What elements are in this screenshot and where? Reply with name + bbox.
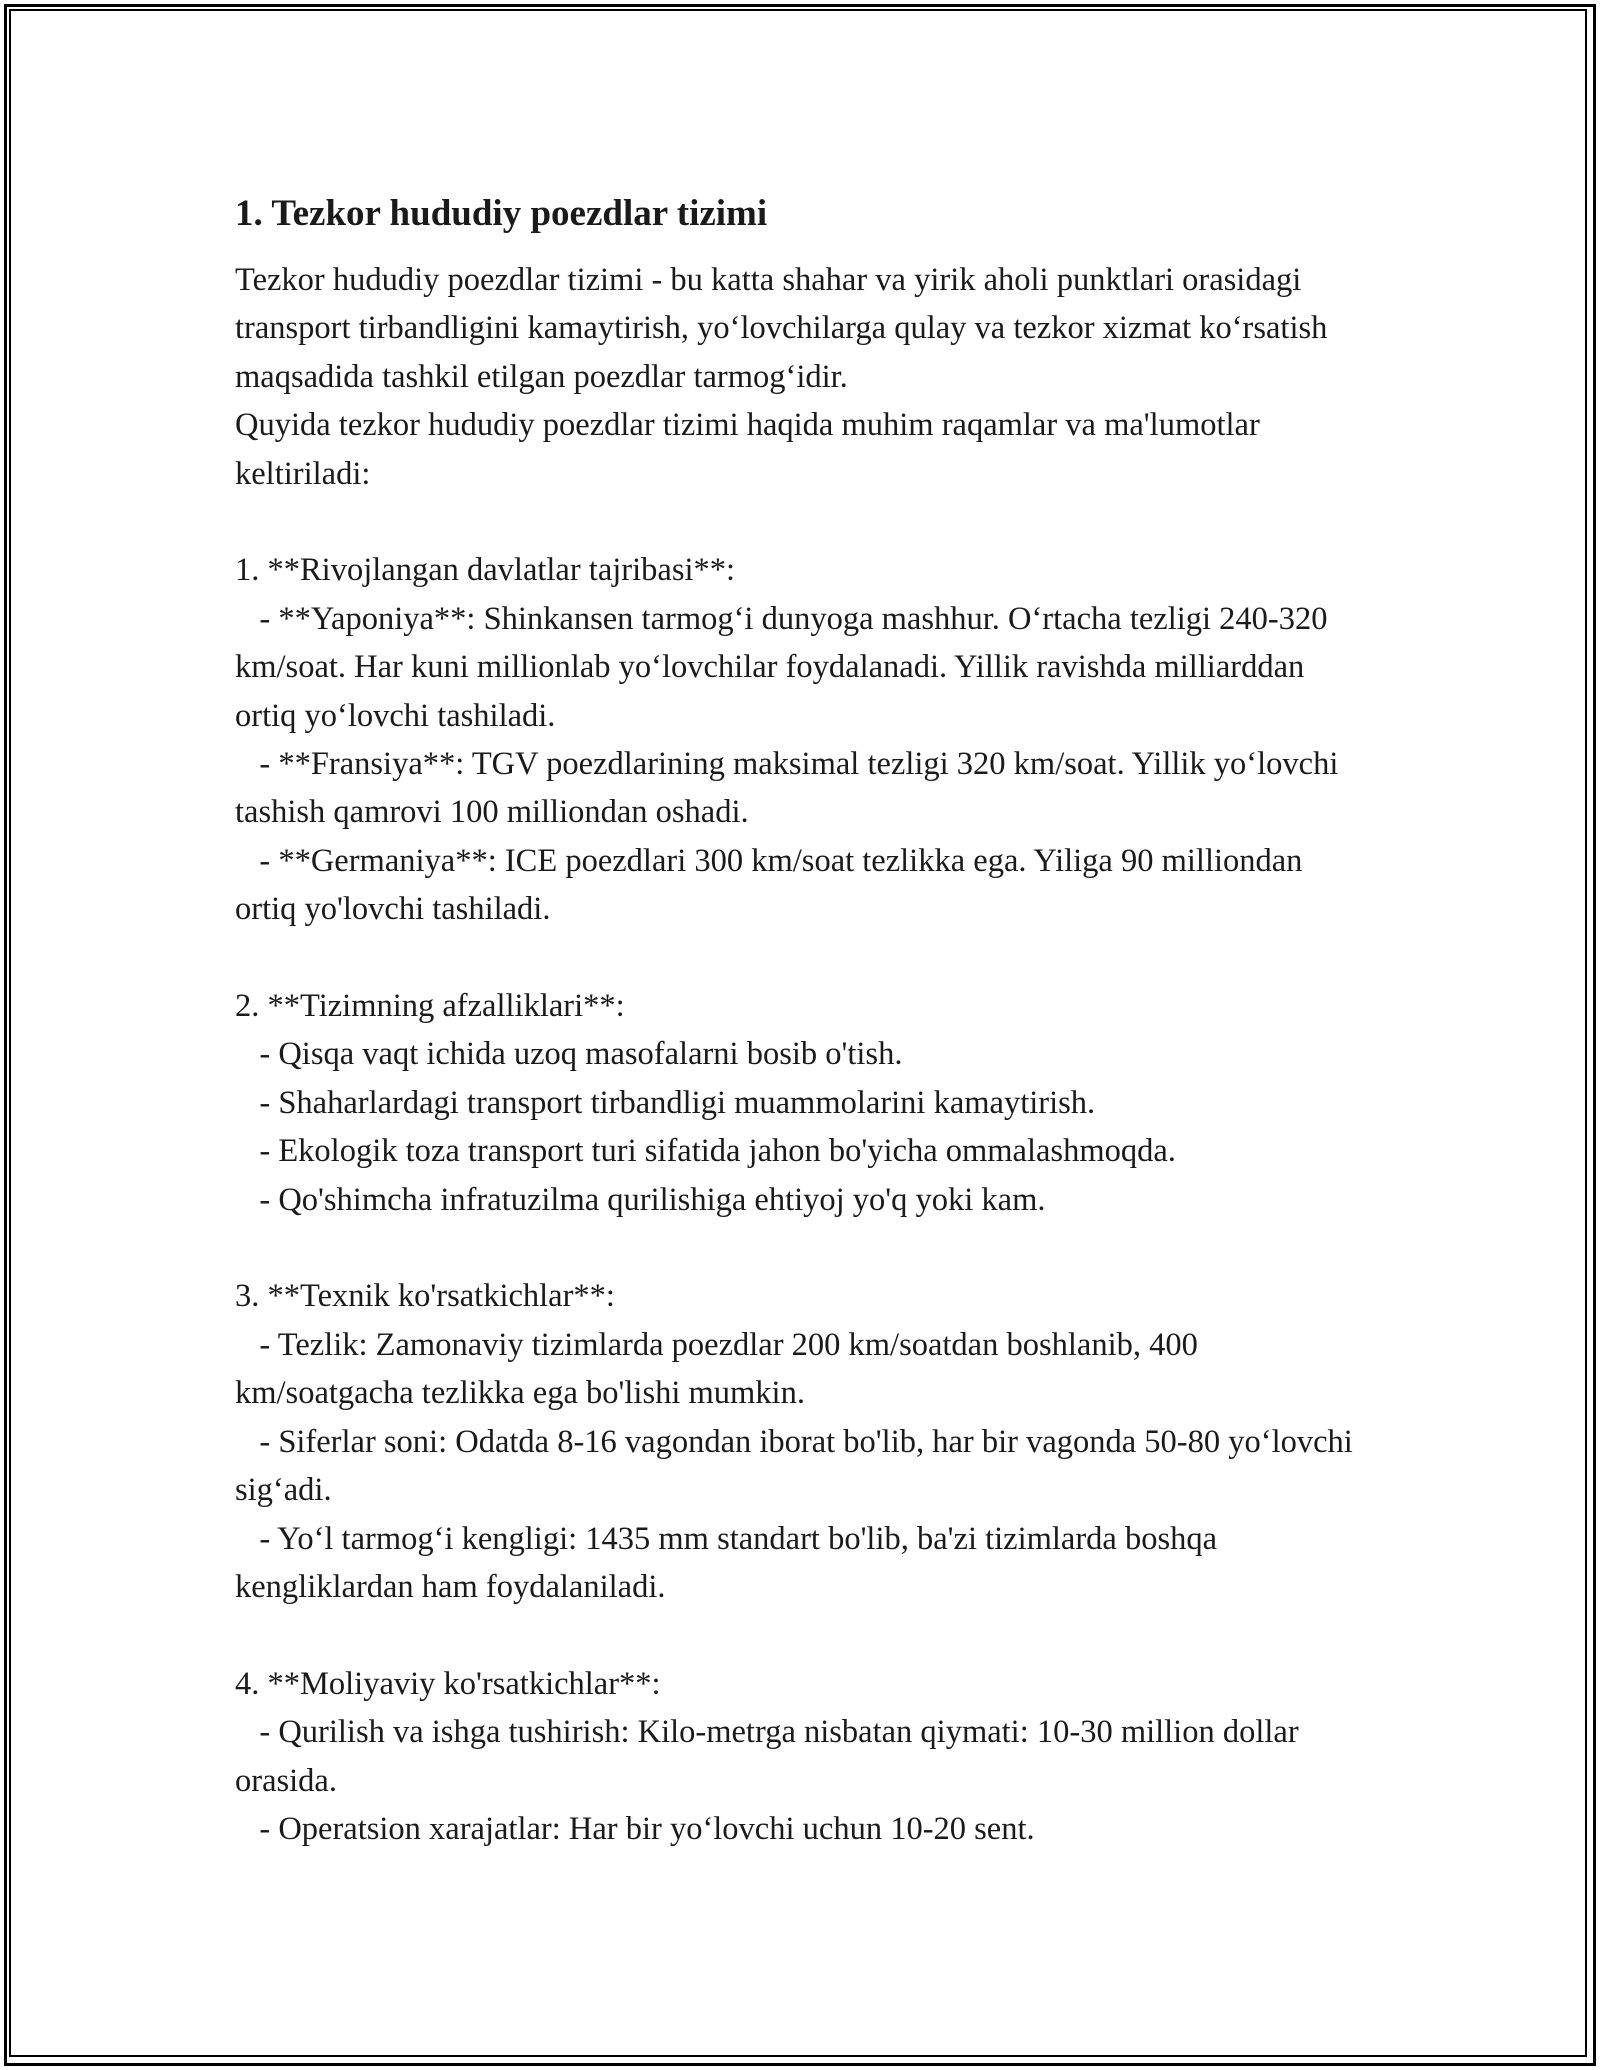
section-experience [235,546,1365,933]
section-heading: 4. **Moliyaviy ko'rsatkichlar**: [235,1665,661,1702]
blank-line [235,498,1365,546]
document-body [235,186,1365,1853]
section-advantages [235,982,1365,1224]
list-item: - Qurilish va ishga tushirish: Kilo-metrga nisbatan qiymati: 10-30 million dollar orasida. [235,1714,1307,1799]
list-item: - Yo‘l tarmog‘i kengligi: 1435 mm standart bo'lib, ba'zi tizimlarda boshqa kengliklardan ham foydalaniladi. [235,1520,1226,1605]
list-item: - **Fransiya**: TGV poezdlarining maksimal tezligi 320 km/soat. Yillik yo‘lovchi tashish qamrovi 100 milliondan oshadi. [235,746,1347,831]
section-technical [235,1272,1365,1611]
section-heading: 3. **Texnik ko'rsatkichlar**: [235,1278,615,1315]
intro-paragraph: Tezkor hududiy poezdlar tizimi - bu katta shahar va yirik aholi punktlari orasidagi transport tirbandligini kamaytirish, yo‘lovchilarga qulay va tezkor xizmat ko‘rsatish maqsadida tashkil etilgan poezdlar tarmog‘idir. [235,262,1336,395]
section-heading: 1. **Rivojlangan davlatlar tajribasi**: [235,552,736,589]
list-item: - Ekologik toza transport turi sifatida jahon bo'yicha ommalashmoqda. [235,1133,1176,1170]
section-heading: 2. **Tizimning afzalliklari**: [235,988,625,1025]
blank-line [235,934,1365,982]
list-item: - Operatsion xarajatlar: Har bir yo‘lovchi uchun 10-20 sent. [235,1810,1035,1847]
list-item: - Shaharlardagi transport tirbandligi muammolarini kamaytirish. [235,1084,1096,1121]
list-item: - **Yaponiya**: Shinkansen tarmog‘i dunyoga mashhur. O‘rtacha tezligi 240-320 km/soat. Har kuni millionlab yo‘lovchilar foydalanadi. Yillik ravishda milliarddan ortiq yo‘lovchi tashiladi. [235,600,1336,734]
list-item: - Qisqa vaqt ichida uzoq masofalarni bosib o'tish. [235,1036,903,1073]
blank-line [235,1611,1365,1659]
section-financial [235,1660,1365,1854]
document-title: 1. Tezkor hududiy poezdlar tizimi [235,193,768,234]
list-item: - Tezlik: Zamonaviy tizimlarda poezdlar 200 km/soatdan boshlanib, 400 km/soatgacha tezlikka ega bo'lishi mumkin. [235,1326,1206,1412]
list-item: - Qo'shimcha infratuzilma qurilishiga ehtiyoj yo'q yoki kam. [235,1181,1046,1218]
list-item: - Siferlar soni: Odatda 8-16 vagondan iborat bo'lib, har bir vagonda 50-80 yo‘lovchi sig‘adi. [235,1423,1361,1509]
intro-paragraph: Quyida tezkor hududiy poezdlar tizimi haqida muhim raqamlar va ma'lumotlar keltiriladi: [235,407,1268,492]
list-item: - **Germaniya**: ICE poezdlari 300 km/soat tezlikka ega. Yiliga 90 milliondan ortiq yo'lovchi tashiladi. [235,842,1311,928]
blank-line [235,1224,1365,1272]
